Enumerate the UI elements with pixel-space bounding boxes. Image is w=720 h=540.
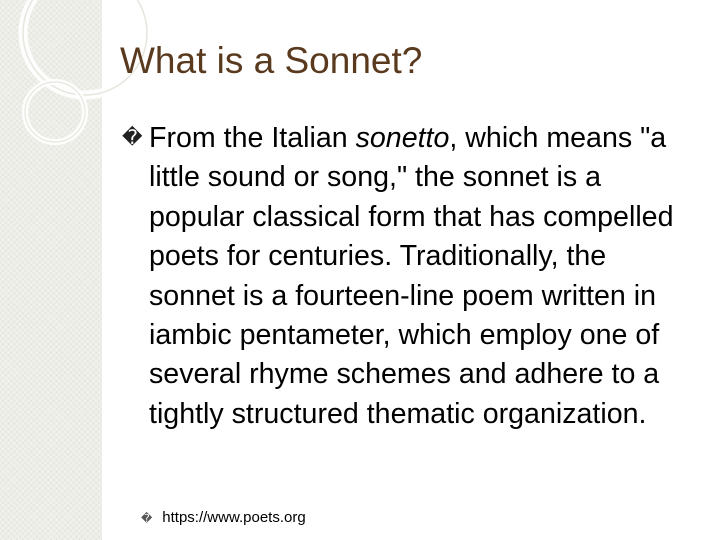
- source-link[interactable]: https://www.poets.org: [162, 509, 306, 526]
- source-bullet: [141, 509, 306, 526]
- bullet-text-lead: From the Italian: [149, 122, 356, 154]
- slide-title: What is a Sonnet?: [120, 40, 423, 81]
- bullet-marker-icon: �: [122, 127, 143, 149]
- main-bullet: [122, 119, 697, 434]
- sub-bullet-marker-icon: �: [141, 513, 153, 525]
- bullet-text-term: sonetto: [355, 122, 450, 154]
- bullet-text: [149, 119, 697, 434]
- bullet-text-rest: , which means "a little sound or song," the sonnet is a popular classical form that has compelled poets for centuries. Traditionally, the sonnet is a fourteen-line poem written in iambic pentameter, which employ one of several rhyme schemes and adhere to a tightly structured thematic organization.: [149, 122, 674, 430]
